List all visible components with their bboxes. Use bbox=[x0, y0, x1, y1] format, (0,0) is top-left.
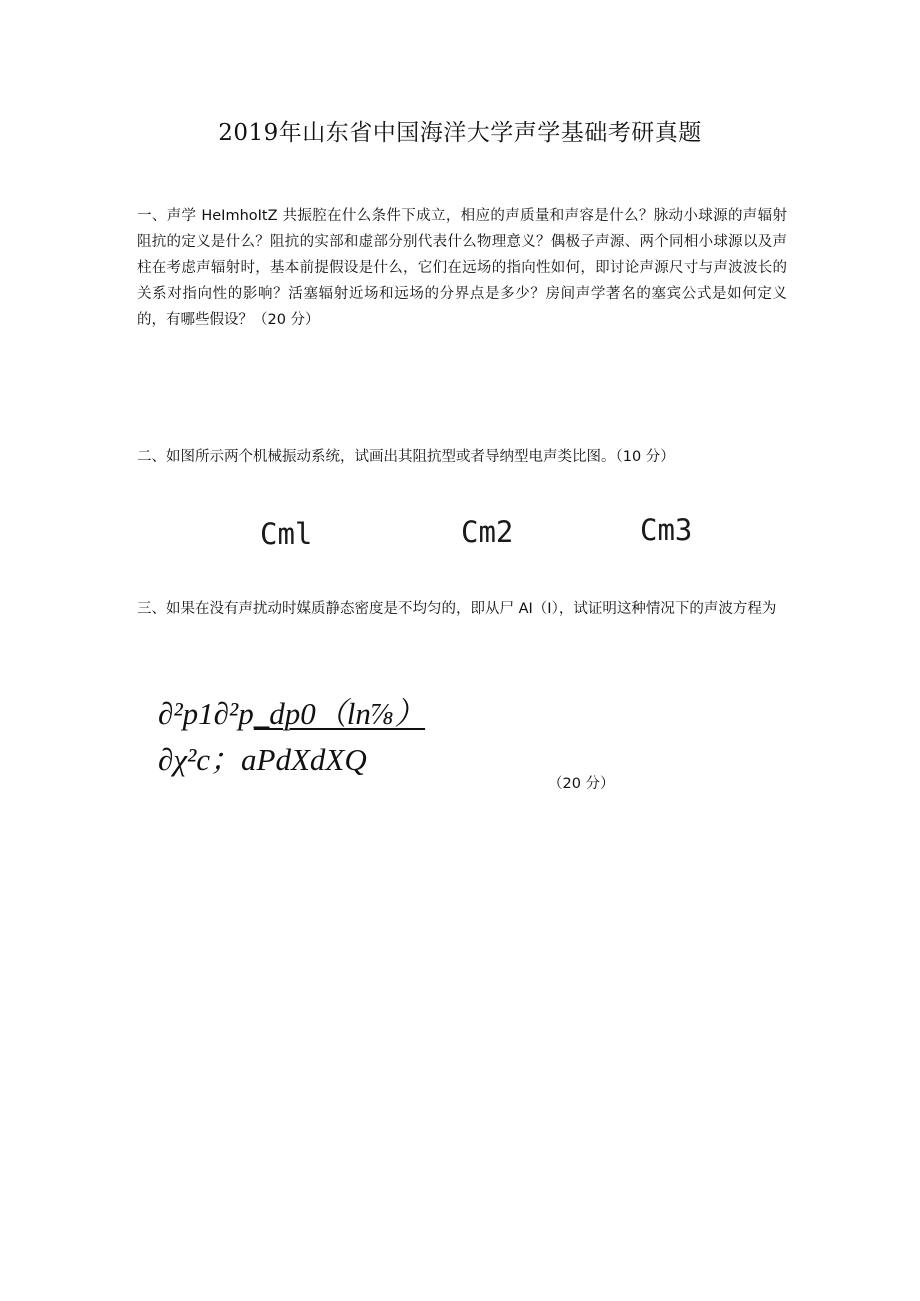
wave-equation-line-1 bbox=[158, 688, 425, 733]
equation-part-plain: ∂²p1∂²p bbox=[158, 696, 254, 731]
equation-part-underlined: _dp0（ln⅞） bbox=[253, 696, 426, 731]
question-2: 二、如图所示两个机械振动系统，试画出其阻抗型或者导纳型电声类比图。（10 分） bbox=[137, 449, 675, 465]
question-1: 一、声学 HeImhoItZ 共振腔在什么条件下成立，相应的声质量和声容是什么？脉动小球源的声辐射阻抗的定义是什么？阻抗的实部和虚部分别代表什么物理意义？偶极子声源、两个同相小球源以及声柱在考虑声辐射时，基本前提假设是什么，它们在远场的指向性如何，即讨论声源尺寸与声波波长的关系对指向性的影响？活塞辐射近场和远场的分界点是多少？房间声学著名的塞宾公式是如何定义的，有哪些假设？（20 分） bbox=[137, 208, 787, 328]
document-title: 2019年山东省中国海洋大学声学基础考研真题 bbox=[218, 120, 702, 146]
question-3-points: （20 分） bbox=[548, 776, 615, 792]
question-3: 三、如果在没有声扰动时媒质静态密度是不均匀的，即从尸 AI（I），试证明这种情况下的声波方程为 bbox=[137, 601, 777, 617]
wave-equation-line-2: ∂χ²c；aPdXdXQ bbox=[158, 742, 367, 777]
figure-label-cm2: Cm2 bbox=[461, 515, 514, 549]
figure-label-cm1: Cml bbox=[260, 517, 313, 551]
figure-label-cm3: Cm3 bbox=[640, 513, 693, 547]
